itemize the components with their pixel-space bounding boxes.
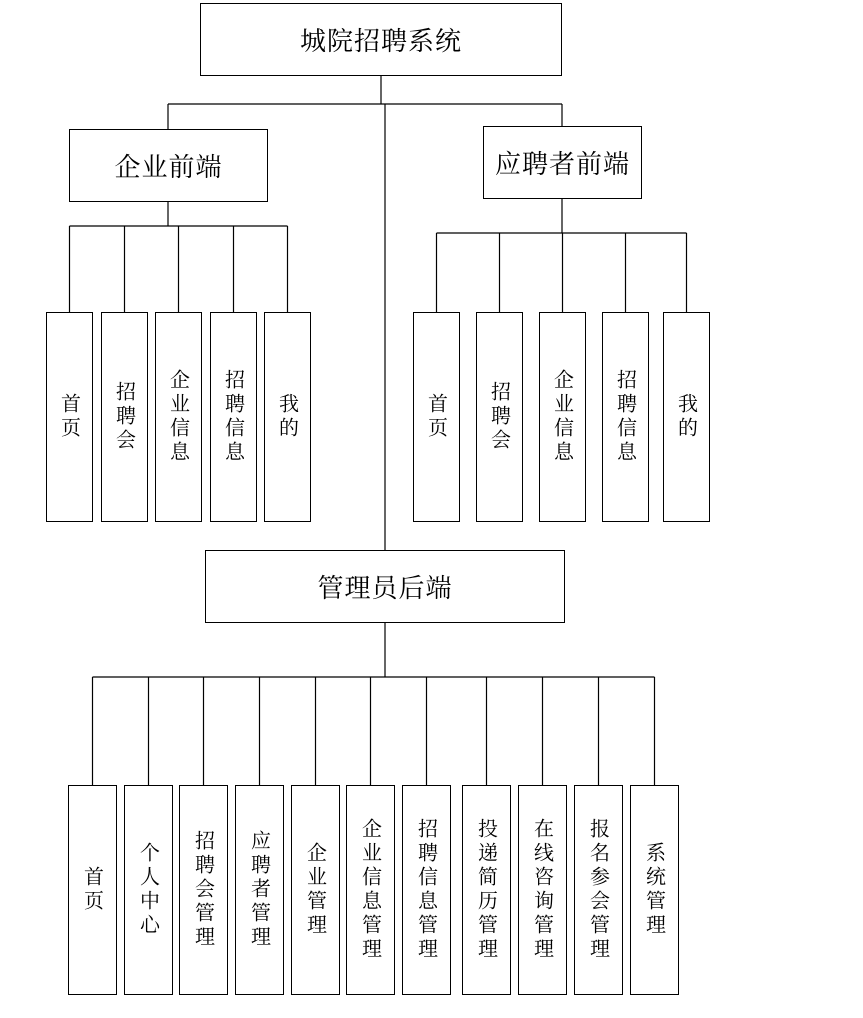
enterprise-leaf-node xyxy=(101,312,148,522)
leaf-node-label: 企业信息 xyxy=(550,369,575,465)
leaf-node-label: 招聘会 xyxy=(112,381,137,453)
leaf-node-label: 首页 xyxy=(57,393,82,441)
leaf-node-label: 首页 xyxy=(80,866,105,914)
root-node xyxy=(200,3,562,76)
leaf-node-label: 报名参会管理 xyxy=(586,818,611,962)
leaf-node-label: 系统管理 xyxy=(642,842,667,938)
admin-leaf-node xyxy=(630,785,679,995)
leaf-node-label: 投递简历管理 xyxy=(474,818,499,962)
branch-node-applicant xyxy=(483,126,642,199)
leaf-node-label: 个人中心 xyxy=(136,842,161,938)
leaf-node-label: 企业管理 xyxy=(303,842,328,938)
leaf-node-label: 招聘会管理 xyxy=(191,830,216,950)
leaf-node-label: 在线咨询管理 xyxy=(530,818,555,962)
branch-node-label: 应聘者前端 xyxy=(494,150,630,180)
enterprise-leaf-node xyxy=(46,312,93,522)
admin-leaf-node xyxy=(291,785,340,995)
root-node-label: 城院招聘系统 xyxy=(299,27,462,57)
admin-leaf-node xyxy=(68,785,117,995)
leaf-node-label: 我的 xyxy=(674,393,699,441)
admin-leaf-node xyxy=(518,785,567,995)
admin-leaf-node xyxy=(402,785,451,995)
branch-node-label: 管理员后端 xyxy=(317,574,453,604)
admin-leaf-node xyxy=(574,785,623,995)
applicant-leaf-node xyxy=(413,312,460,522)
applicant-leaf-node xyxy=(602,312,649,522)
leaf-node-label: 企业信息 xyxy=(166,369,191,465)
leaf-node-label: 应聘者管理 xyxy=(247,830,272,950)
branch-node-admin xyxy=(205,550,565,623)
admin-leaf-node xyxy=(235,785,284,995)
branch-node-enterprise xyxy=(69,129,268,202)
leaf-node-label: 首页 xyxy=(424,393,449,441)
admin-leaf-node xyxy=(462,785,511,995)
leaf-node-label: 企业信息管理 xyxy=(358,818,383,962)
applicant-leaf-node xyxy=(663,312,710,522)
admin-leaf-node xyxy=(124,785,173,995)
enterprise-leaf-node xyxy=(264,312,311,522)
leaf-node-label: 我的 xyxy=(275,393,300,441)
enterprise-leaf-node xyxy=(155,312,202,522)
leaf-node-label: 招聘信息 xyxy=(221,369,246,465)
applicant-leaf-node xyxy=(539,312,586,522)
enterprise-leaf-node xyxy=(210,312,257,522)
leaf-node-label: 招聘信息 xyxy=(613,369,638,465)
branch-node-label: 企业前端 xyxy=(114,153,223,183)
leaf-node-label: 招聘会 xyxy=(487,381,512,453)
applicant-leaf-node xyxy=(476,312,523,522)
admin-leaf-node xyxy=(346,785,395,995)
admin-leaf-node xyxy=(179,785,228,995)
leaf-node-label: 招聘信息管理 xyxy=(414,818,439,962)
